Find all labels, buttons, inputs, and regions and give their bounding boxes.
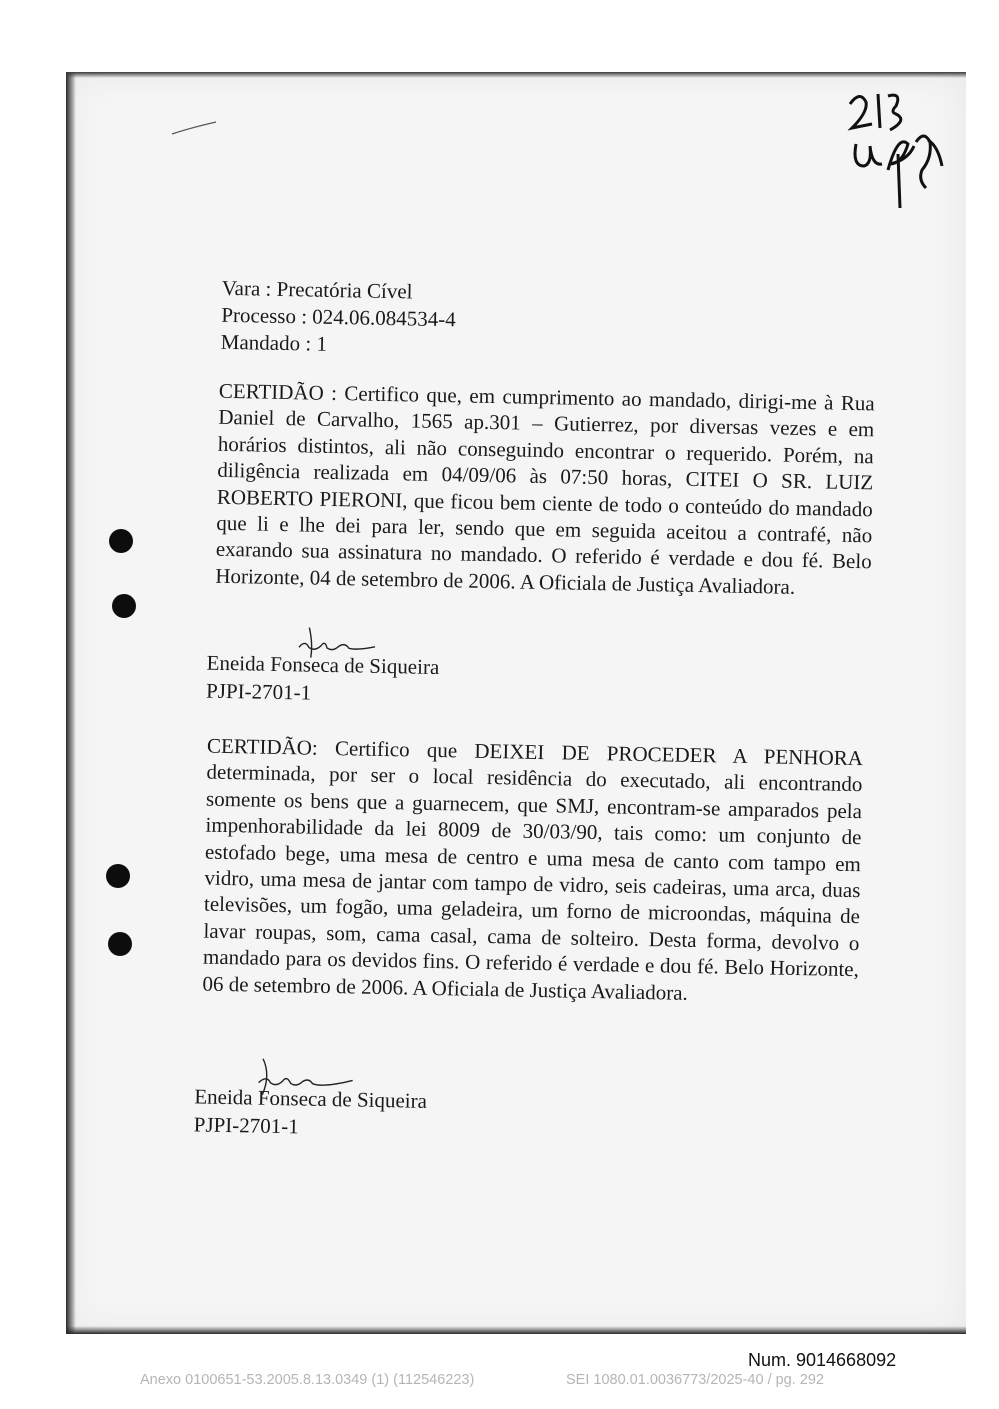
mandado-line: Mandado : 1 bbox=[220, 329, 328, 356]
processo-line: Processo : 024.06.084534-4 bbox=[221, 302, 457, 332]
signer-id-1: PJPI-2701-1 bbox=[205, 678, 312, 705]
vara-line: Vara : Precatória Cível bbox=[221, 275, 413, 304]
certidao-citation-paragraph: CERTIDÃO : Certifico que, em cumprimento ao mandado, dirigi-me à Rua Daniel de Carvalho, 1565 ap.301 – Gutierrez, por diversas vezes e em horários distintos, ali não conseguindo encontrar o requerido. Porém, na diligência realizada em 04/09/06 às 07:50 horas, CITEI O SR. LUIZ ROBERTO PIERONI, que ficou bem ciente de todo o conteúdo do mandado que li e lhe dei para ler, sendo que em seguida aceitou a contrafé, não exarando sua assinatura no mandado. O referido é verdade e dou fé. Belo Horizonte, 04 de setembro de 2006. A Oficiala de Justiça Avaliadora. bbox=[215, 378, 875, 599]
signer-id-2: PJPI-2701-1 bbox=[193, 1112, 300, 1139]
annex-reference: Anexo 0100651-53.2005.8.13.0349 (1) (112546223) bbox=[140, 1372, 475, 1388]
signer-name-1: Eneida Fonseca de Siqueira bbox=[206, 650, 440, 680]
signer-name-2: Eneida Fonseca de Siqueira bbox=[194, 1084, 428, 1113]
certidao-penhora-paragraph: CERTIDÃO: Certifico que DEIXEI DE PROCEDER A PENHORA determinada, por ser o local residência do executado, ali encontrando somente os bens que a guarnecem, que SMJ, encontram-se amparados pela impenhorabilidade da lei 8009 de 30/03/90, tais como: um conjunto de estofado bege, uma mesa de centro e uma mesa de canto com tampo em vidro, uma mesa de jantar com tampo de vidro, seis cadeiras, uma arca, duas televisões, um fogão, uma geladeira, um forno de microondas, máquina de lavar roupas, som, cama casal, cama de solteiro. Desta forma, devolvo o mandado para os devidos fins. O referido é verdade e dou fé. Belo Horizonte, 06 de setembro de 2006. A Oficiala de Justiça Avaliadora. bbox=[202, 733, 864, 1005]
document-number: Num. 9014668092 bbox=[748, 1350, 897, 1370]
sei-reference: SEI 1080.01.0036773/2025-40 / pg. 292 bbox=[566, 1372, 824, 1388]
